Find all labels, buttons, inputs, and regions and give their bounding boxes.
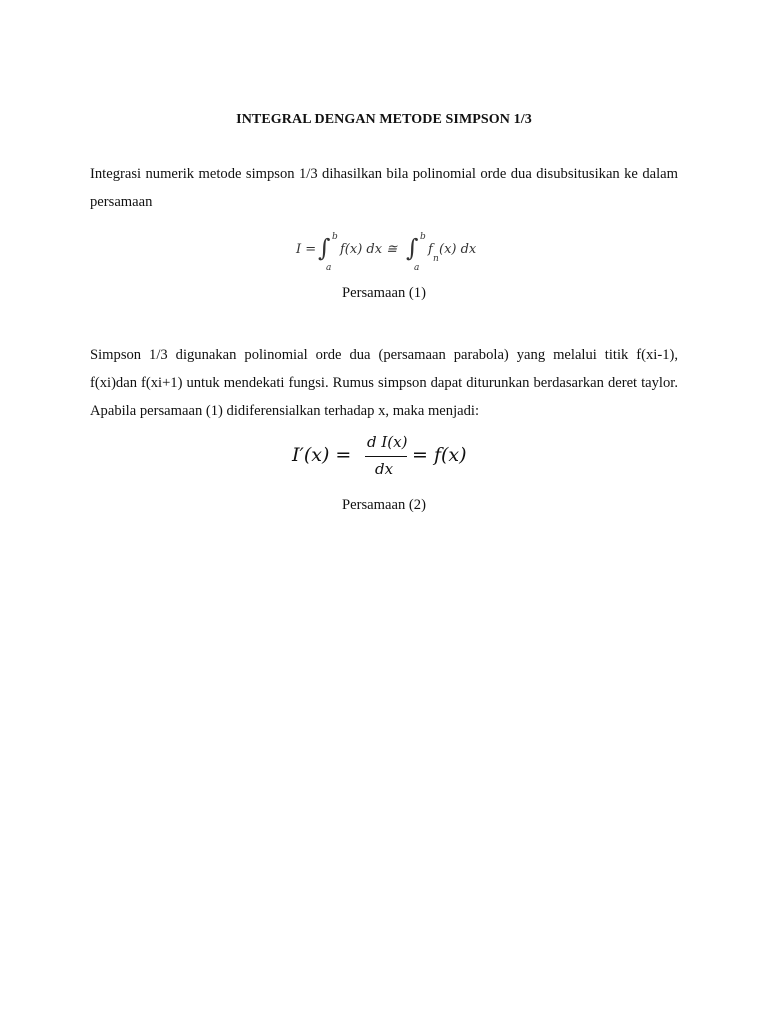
- eq1-integrand-2-rest: (x) dx: [439, 242, 477, 257]
- eq1-lower-limit-1: a: [326, 263, 332, 273]
- eq1-integrand-2-f: f: [428, 242, 433, 257]
- eq2-rhs: = f(x): [412, 444, 467, 466]
- eq1-upper-limit-2: b: [420, 232, 426, 242]
- eq2-denominator: dx: [375, 460, 394, 478]
- caption-equation-1: Persamaan (1): [342, 285, 426, 301]
- eq2-fraction-bar: [365, 456, 407, 457]
- caption-equation-2: Persamaan (2): [342, 497, 426, 513]
- eq1-lower-limit-2: a: [414, 263, 420, 273]
- document-title: INTEGRAL DENGAN METODE SIMPSON 1/3: [236, 112, 532, 127]
- paragraph-simpson: Simpson 1/3 digunakan polinomial orde dua (persamaan parabola) yang melalui titik f(xi-1), f(xi)dan f(xi+1) untuk mendekati fungsi. Rumus simpson dapat diturunkan berdasarkan deret taylor. Apabila persamaan (1) didiferensialkan terhadap x, maka menjadi:: [90, 347, 678, 419]
- eq1-integral-sign-2: ∫: [406, 234, 419, 262]
- eq1-upper-limit-1: b: [332, 232, 338, 242]
- eq1-lhs: I =: [296, 242, 317, 257]
- equation-2: [292, 433, 482, 479]
- equation-1: [296, 232, 486, 276]
- eq1-integrand-1: f(x) dx ≅: [340, 242, 398, 257]
- paragraph-intro: Integrasi numerik metode simpson 1/3 dihasilkan bila polinomial orde dua disubsitusikan ke dalam persamaan: [90, 166, 678, 210]
- eq2-lhs: I′(x) =: [292, 444, 352, 466]
- eq1-integral-sign-1: ∫: [318, 234, 331, 262]
- eq2-numerator: d I(x): [367, 433, 408, 451]
- eq1-integrand-2-subscript: n: [433, 254, 439, 264]
